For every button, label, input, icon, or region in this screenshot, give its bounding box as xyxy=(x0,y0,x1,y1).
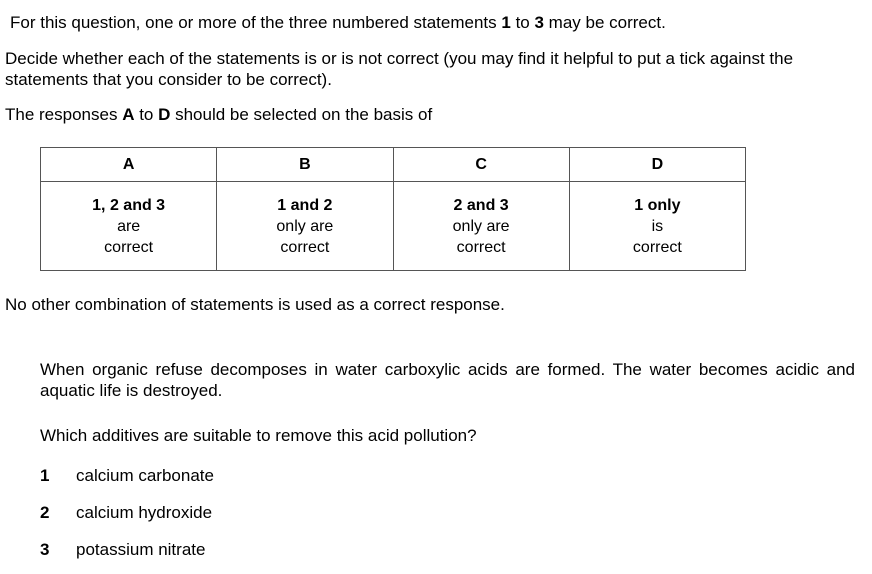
response-letter-d: D xyxy=(569,148,745,182)
response-meaning-b: 1 and 2 only are correct xyxy=(217,182,393,271)
statement-text: calcium hydroxide xyxy=(76,503,213,522)
question-prompt: Which additives are suitable to remove this acid pollution? xyxy=(40,426,477,445)
instruction-line-2: Decide whether each of the statements is or is not correct (you may find it helpful to put a tick against the statements that you consider to be correct). xyxy=(5,49,794,89)
instruction-line-3: The responses A to D should be selected on the basis of xyxy=(5,105,433,124)
response-meaning-d: 1 only is correct xyxy=(569,182,745,271)
statement-text: potassium nitrate xyxy=(76,540,206,559)
statement-number: 1 xyxy=(40,466,50,485)
response-letter-a: A xyxy=(41,148,217,182)
response-meaning-a: 1, 2 and 3 are correct xyxy=(41,182,217,271)
response-meaning-c: 2 and 3 only are correct xyxy=(393,182,569,271)
response-letter-b: B xyxy=(217,148,393,182)
statement-1 xyxy=(40,465,214,486)
instruction-line-1: For this question, one or more of the three numbered statements 1 to 3 may be correct. xyxy=(10,13,666,32)
statement-number: 3 xyxy=(40,540,50,559)
response-letter-c: C xyxy=(393,148,569,182)
question-stem: When organic refuse decomposes in water carboxylic acids are formed. The water becomes acidic and aquatic life is destroyed. xyxy=(40,360,855,400)
statement-2 xyxy=(40,502,212,523)
statement-3 xyxy=(40,539,205,560)
response-key-table xyxy=(40,147,746,271)
statement-text: calcium carbonate xyxy=(76,466,214,485)
statement-number: 2 xyxy=(40,503,50,522)
no-other-combination-note: No other combination of statements is used as a correct response. xyxy=(5,295,505,314)
